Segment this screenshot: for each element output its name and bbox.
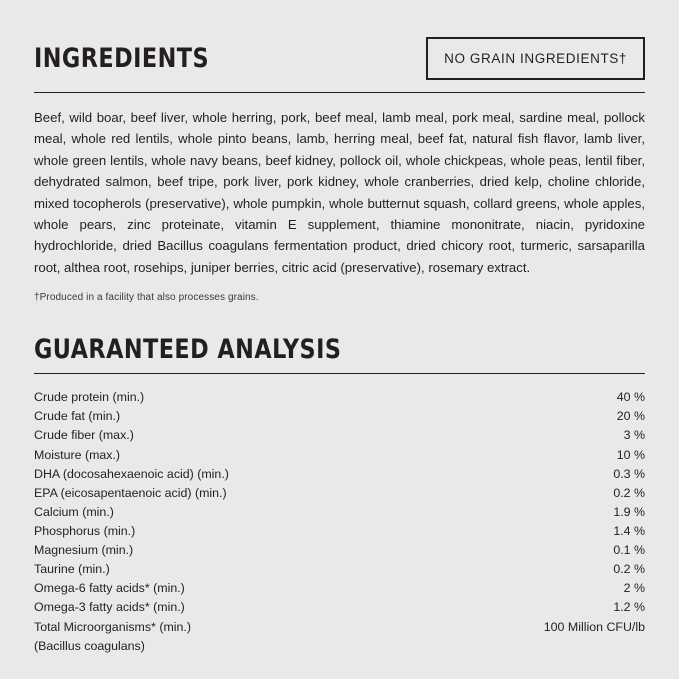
row-value: 40 %	[616, 390, 645, 405]
table-row	[34, 407, 645, 426]
ingredients-list: Beef, wild boar, beef liver, whole herring, pork, beef meal, lamb meal, pork meal, sardine meal, pollock meal, whole red lentils, whole pinto beans, lamb, herring meal, beef fat, natural fish flavor, lamb liver, whole green lentils, whole navy beans, beef kidney, pollock oil, whole chickpeas, whole peas, lentil fiber, dehydrated salmon, beef tripe, pork liver, pork kidney, whole cranberries, dried kelp, choline chloride, mixed tocopherols (preservative), whole pumpkin, whole butternut squash, collard greens, whole apples, whole pears, zinc proteinate, vitamin E supplement, thiamine mononitrate, niacin, pyridoxine hydrochloride, dried Bacillus coagulans fermentation product, dried chicory root, turmeric, sarsaparilla root, althea root, rosehips, juniper berries, citric acid (preservative), rosemary extract.	[34, 110, 645, 275]
row-label: Omega-6 fatty acids* (min.)	[34, 581, 185, 596]
row-value: 10 %	[616, 447, 645, 462]
table-row	[34, 388, 645, 407]
row-label: Crude fiber (max.)	[34, 428, 134, 443]
row-value: 0.1 %	[613, 543, 645, 558]
row-value: 1.4 %	[613, 523, 645, 538]
row-value: 0.3 %	[613, 466, 645, 481]
table-row	[34, 464, 645, 483]
row-value: 2 %	[623, 581, 645, 596]
row-value: 1.2 %	[613, 600, 645, 615]
guaranteed-analysis-title: GUARANTEED ANALYSIS	[34, 334, 342, 365]
row-label: Calcium (min.)	[34, 504, 114, 519]
table-row	[34, 598, 645, 617]
table-row	[34, 541, 645, 560]
table-row	[34, 503, 645, 522]
table-row	[34, 617, 645, 636]
guaranteed-analysis-table	[34, 388, 645, 656]
guaranteed-analysis-header	[34, 325, 645, 365]
table-row	[34, 579, 645, 598]
row-subnote: (Bacillus coagulans)	[34, 638, 145, 653]
table-row	[34, 484, 645, 503]
row-value: 1.9 %	[613, 504, 645, 519]
guaranteed-analysis-rows	[34, 388, 645, 656]
ingredients-title: INGREDIENTS	[34, 42, 210, 74]
row-label: Omega-3 fatty acids* (min.)	[34, 600, 185, 615]
row-label: Taurine (min.)	[34, 562, 110, 577]
no-grain-badge: NO GRAIN INGREDIENTS†	[426, 37, 645, 80]
ingredients-footnote: †Produced in a facility that also processes grains.	[34, 292, 259, 303]
row-label: Total Microorganisms* (min.)	[34, 619, 191, 634]
table-row	[34, 522, 645, 541]
guaranteed-analysis-divider	[34, 373, 645, 374]
ingredients-header	[34, 30, 645, 86]
row-value: 3 %	[623, 428, 645, 443]
row-label: EPA (eicosapentaenoic acid) (min.)	[34, 485, 227, 500]
row-value: 0.2 %	[613, 562, 645, 577]
row-value: 20 %	[616, 409, 645, 424]
row-label: Magnesium (min.)	[34, 543, 134, 558]
row-value: 0.2 %	[613, 485, 645, 500]
row-label: Crude fat (min.)	[34, 409, 121, 424]
table-row-subnote	[34, 636, 645, 655]
row-value: 100 Million CFU/lb	[543, 619, 645, 634]
table-row	[34, 560, 645, 579]
table-row	[34, 445, 645, 464]
ingredients-divider	[34, 92, 645, 93]
row-value-empty	[436, 636, 645, 655]
row-label: Moisture (max.)	[34, 447, 121, 462]
table-row	[34, 426, 645, 445]
row-label: Crude protein (min.)	[34, 390, 145, 405]
row-label: Phosphorus (min.)	[34, 523, 136, 538]
row-label: DHA (docosahexaenoic acid) (min.)	[34, 466, 229, 481]
